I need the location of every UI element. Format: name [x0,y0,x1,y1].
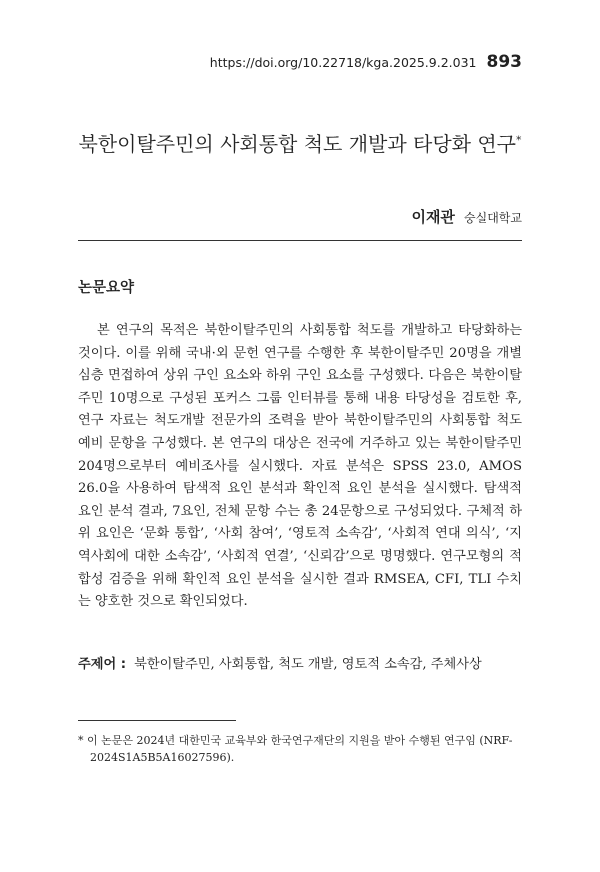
paper-title [0,128,600,157]
keywords-line [78,654,522,676]
abstract-heading: 논문요약 [78,280,135,296]
header-divider [78,240,522,241]
title-footnote-marker: * [516,133,522,147]
abstract-body: 본 연구의 목적은 북한이탈주민의 사회통합 척도를 개발하고 타당화하는 것이다. 이를 위해 국내·외 문헌 연구를 수행한 후 북한이탈주민 20명을 개별 심층 면접하여 상위 구인 요소와 하위 구인 요소를 구성했다. 다음은 북한이탈주민 10명으로 구성된 포커스 그룹 인터뷰를 통해 내용 타당성을 검토한 후, 연구 자료는 척도개발 전문가의 조력을 받아 북한이탈주민의 사회통합 척도 예비 문항을 구성했다. 본 연구의 대상은 전국에 거주하고 있는 북한이탈주민 204명으로부터 예비조사를 실시했다. 자료 분석은 SPSS 23.0, AMOS 26.0을 사용하여 탐색적 요인 분석과 확인적 요인 분석을 실시했다. 탐색적 요인 분석 결과, 7요인, 전체 문항 수는 총 24문항으로 구성되었다. 구체적 하위 요인은 ‘문화 통합’, ‘사회 참여’, ‘영토적 소속감’, ‘사회적 연대 의식’, ‘지역사회에 대한 소속감’, ‘사회적 연결’, ‘신뢰감’으로 명명했다. 연구모형의 적합성 검증을 위해 확인적 요인 분석을 실시한 결과 RMSEA, CFI, TLI 수치는 양호한 것으로 확인되었다. [78,323,522,610]
footnote: * 이 논문은 2024년 대한민국 교육부와 한국연구재단의 지원을 받아 수행된 연구임 (NRF-2024S1A5B5A16027596). [78,734,513,764]
keywords-label: 주제어 : [78,657,127,672]
footnote-divider [78,720,236,721]
keywords-text: 북한이탈주민, 사회통합, 척도 개발, 영토적 소속감, 주체사상 [134,657,482,672]
paper-title-text: 북한이탈주민의 사회통합 척도 개발과 타당화 연구 [78,132,516,156]
page-number: 893 [486,52,522,72]
author-name: 이재관 [411,208,455,226]
doi-link[interactable]: https://doi.org/10.22718/kga.2025.9.2.031 [209,55,477,70]
author-affiliation: 숭실대학교 [464,211,522,225]
author-line [411,206,522,227]
page-header [210,52,522,72]
